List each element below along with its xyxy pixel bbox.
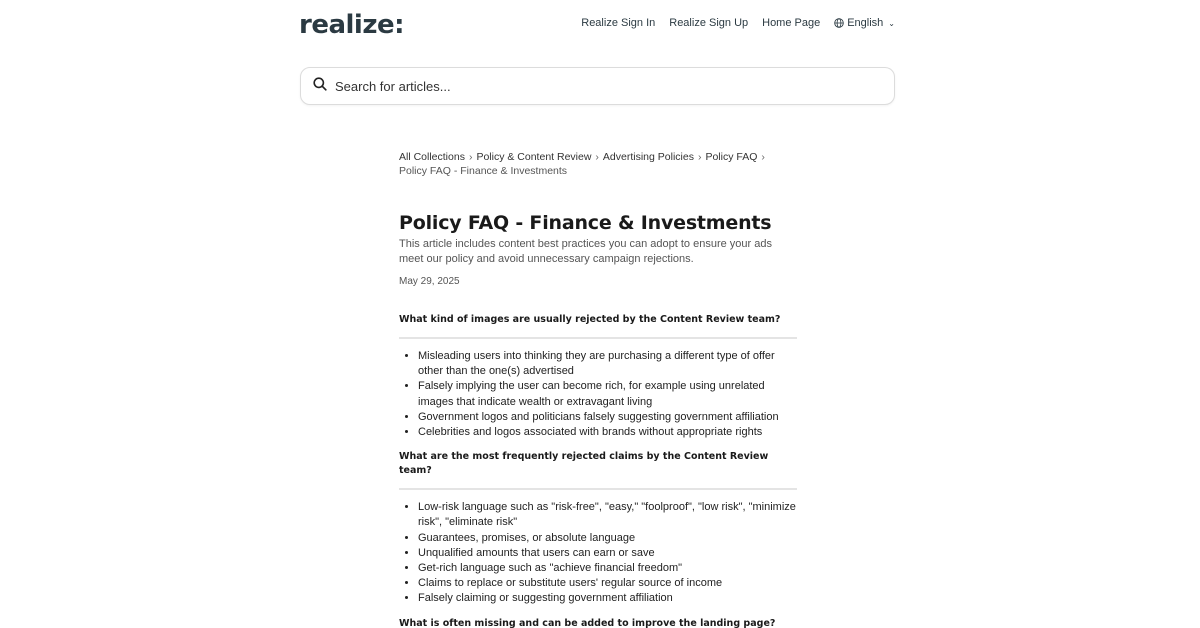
top-nav [581, 17, 895, 29]
breadcrumb-policy-content-review[interactable]: Policy & Content Review [476, 151, 592, 163]
faq-question: What kind of images are usually rejected by the Content Review team? [399, 314, 781, 325]
list-item: • Guarantees, promises, or absolute language [418, 531, 797, 546]
globe-icon [834, 18, 844, 28]
breadcrumb-all-collections[interactable]: All Collections [399, 151, 465, 163]
breadcrumb-separator-icon: › [761, 151, 765, 163]
site-header [299, 0, 897, 50]
breadcrumb [399, 150, 797, 178]
list-item: • Low-risk language such as "risk-free", "easy," "foolproof", "low risk", "minimize risk", "eliminate risk" [418, 500, 797, 530]
faq-section-claims [399, 450, 797, 606]
breadcrumb-current: Policy FAQ - Finance & Investments [399, 165, 568, 177]
list-item: • Government logos and politicians falsely suggesting government affiliation [418, 410, 797, 425]
section-divider [399, 337, 797, 339]
list-item: • Claims to replace or substitute users' regular source of income [418, 576, 797, 591]
article-description: This article includes content best practices you can adopt to ensure your ads meet our policy and avoid unnecessary campaign rejections. [399, 238, 772, 265]
nav-home-link[interactable]: Home Page [762, 17, 821, 29]
breadcrumb-separator-icon: › [595, 151, 599, 163]
list-item: • Misleading users into thinking they are purchasing a different type of offer other than the one(s) advertised [418, 349, 797, 379]
list-item: • Falsely implying the user can become rich, for example using unrelated images that indicate wealth or extravagant living [418, 379, 797, 409]
section-divider [399, 488, 797, 490]
faq-question: What are the most frequently rejected claims by the Content Review team? [399, 451, 769, 477]
language-label: English [847, 17, 884, 29]
search-input[interactable] [333, 78, 877, 95]
faq-section-images [399, 313, 797, 440]
nav-sign-up-link[interactable]: Realize Sign Up [669, 17, 749, 29]
article-title: Policy FAQ - Finance & Investments [399, 212, 772, 234]
list-item: • Unqualified amounts that users can earn or save [418, 546, 797, 561]
article [399, 150, 797, 628]
article-date: May 29, 2025 [399, 276, 460, 287]
chevron-down-icon: ⌄ [888, 18, 895, 28]
language-selector[interactable] [834, 17, 895, 29]
faq-answer-list [399, 349, 797, 440]
nav-sign-in-link[interactable]: Realize Sign In [581, 17, 656, 29]
breadcrumb-separator-icon: › [697, 151, 702, 163]
search-icon [313, 77, 327, 96]
realize-logo[interactable]: realize: [299, 10, 404, 40]
search-bar[interactable] [300, 67, 895, 105]
faq-answer-list [399, 500, 797, 606]
breadcrumb-advertising-policies[interactable]: Advertising Policies [602, 151, 694, 163]
faq-question: What is often missing and can be added to improve the landing page? [399, 617, 776, 628]
breadcrumb-policy-faq[interactable]: Policy FAQ [705, 151, 758, 163]
list-item: • Falsely claiming or suggesting government affiliation [418, 591, 797, 606]
list-item: • Get-rich language such as "achieve financial freedom" [418, 561, 797, 576]
list-item: • Celebrities and logos associated with brands without appropriate rights [418, 425, 797, 440]
faq-section-landing-page [399, 617, 797, 628]
breadcrumb-separator-icon: › [468, 151, 473, 163]
